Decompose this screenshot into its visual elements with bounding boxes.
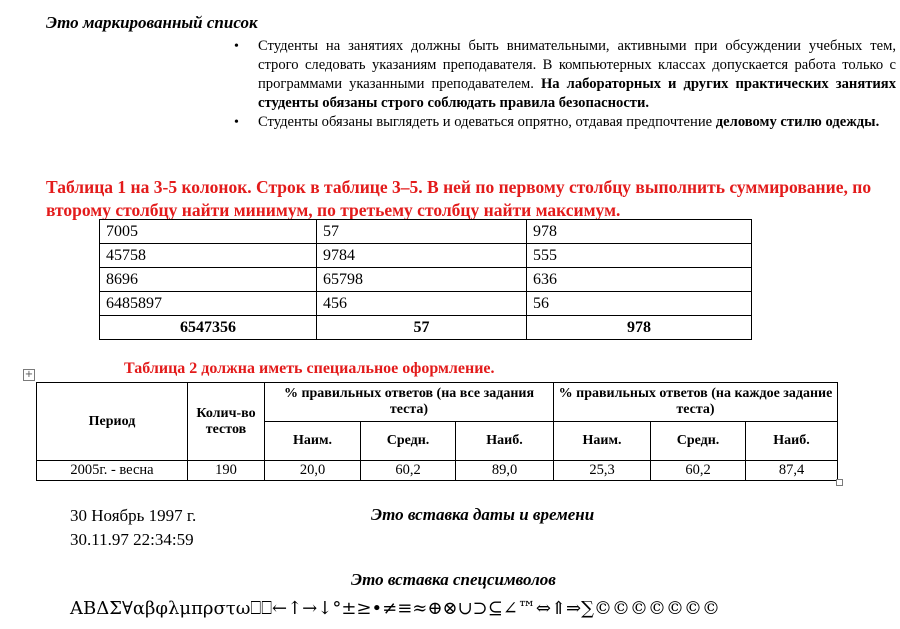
list-item-bold-text: деловому стилю одежды. — [715, 114, 880, 130]
symbols-line: ΑΒΔΣ∀αβφλμπρστω⎕⎕←↑→↓°±≥•≠≡≈⊕⊗∪⊃⊆∠™⇔⇑⇒∑©©©©©©© — [70, 598, 720, 619]
table-cell[interactable]: 65798 — [317, 268, 527, 292]
table-cell[interactable]: 20,0 — [265, 461, 361, 481]
table1 — [99, 219, 752, 340]
table-row — [100, 268, 752, 292]
table-cell[interactable]: 555 — [527, 244, 752, 268]
table-move-handle[interactable]: + — [24, 369, 34, 380]
date-long: 30 Ноябрь 1997 г. — [70, 506, 197, 525]
list-item-text: Студенты обязаны выглядеть и одеваться опрятно, отдавая предпочтение — [258, 114, 716, 130]
table-cell[interactable]: 60,2 — [651, 461, 746, 481]
table-cell[interactable]: 56 — [527, 292, 752, 316]
table-row — [100, 244, 752, 268]
header-max[interactable]: Наиб. — [746, 422, 838, 461]
count-cell[interactable]: 190 — [188, 461, 265, 481]
table-cell[interactable]: 8696 — [100, 268, 317, 292]
period-cell[interactable]: 2005г. - весна — [37, 461, 188, 481]
table-total-row — [100, 316, 752, 340]
list-item-bold-text: На лабораторных и других практических занятиях студенты обязаны строго соблюдать правила безопасности. — [258, 76, 896, 111]
table-resize-handle[interactable] — [836, 479, 843, 486]
bulleted-list — [232, 37, 896, 132]
table-cell[interactable]: 6485897 — [100, 292, 317, 316]
table-cell[interactable]: 636 — [527, 268, 752, 292]
sum-cell[interactable]: 6547356 — [100, 316, 317, 340]
date-short: 30.11.97 22:34:59 — [70, 530, 194, 549]
header-max[interactable]: Наиб. — [456, 422, 554, 461]
list-heading: Это маркированный список — [46, 13, 258, 32]
header-period[interactable]: Период — [37, 383, 188, 461]
list-item — [232, 113, 896, 132]
table2 — [36, 382, 838, 481]
header-avg[interactable]: Средн. — [361, 422, 456, 461]
max-cell[interactable]: 978 — [527, 316, 752, 340]
table-cell[interactable]: 57 — [317, 220, 527, 244]
date-caption: Это вставка даты и времени — [371, 505, 595, 524]
table-row — [100, 220, 752, 244]
header-group-all[interactable]: % правильных ответов (на все задания теста) — [265, 383, 554, 422]
table1-title: Таблица 1 на 3-5 колонок. Строк в таблице 3–5. В ней по первому столбцу выполнить суммирование, по второму столбцу найти минимум, по третьему столбцу найти максимум. — [46, 177, 872, 220]
table-header-row — [37, 383, 838, 422]
header-avg[interactable]: Средн. — [651, 422, 746, 461]
date-block — [70, 504, 196, 552]
table-row — [100, 292, 752, 316]
table-cell[interactable]: 60,2 — [361, 461, 456, 481]
table-cell[interactable]: 978 — [527, 220, 752, 244]
table-cell[interactable]: 25,3 — [554, 461, 651, 481]
bullet-icon: • — [234, 39, 239, 54]
header-count[interactable]: Колич-во тестов — [188, 383, 265, 461]
table-cell[interactable]: 89,0 — [456, 461, 554, 481]
table-row — [37, 461, 838, 481]
header-min[interactable]: Наим. — [554, 422, 651, 461]
table-cell[interactable]: 9784 — [317, 244, 527, 268]
min-cell[interactable]: 57 — [317, 316, 527, 340]
table-cell[interactable]: 7005 — [100, 220, 317, 244]
table-cell[interactable]: 456 — [317, 292, 527, 316]
list-item-text: Студенты на занятиях должны быть внимательными, активными при обсуждении учебных тем, строго следовать указаниям преподавателя. В компьютерных классах допускается работа только с программами указанными преподавателем. — [258, 38, 896, 92]
header-group-each[interactable]: % правильных ответов (на каждое задание теста) — [554, 383, 838, 422]
bullet-icon: • — [234, 115, 239, 130]
list-item — [232, 37, 896, 113]
symbols-caption: Это вставка спецсимволов — [351, 570, 556, 589]
header-min[interactable]: Наим. — [265, 422, 361, 461]
table2-title: Таблица 2 должна иметь специальное оформление. — [124, 360, 495, 377]
table-cell[interactable]: 45758 — [100, 244, 317, 268]
table-cell[interactable]: 87,4 — [746, 461, 838, 481]
